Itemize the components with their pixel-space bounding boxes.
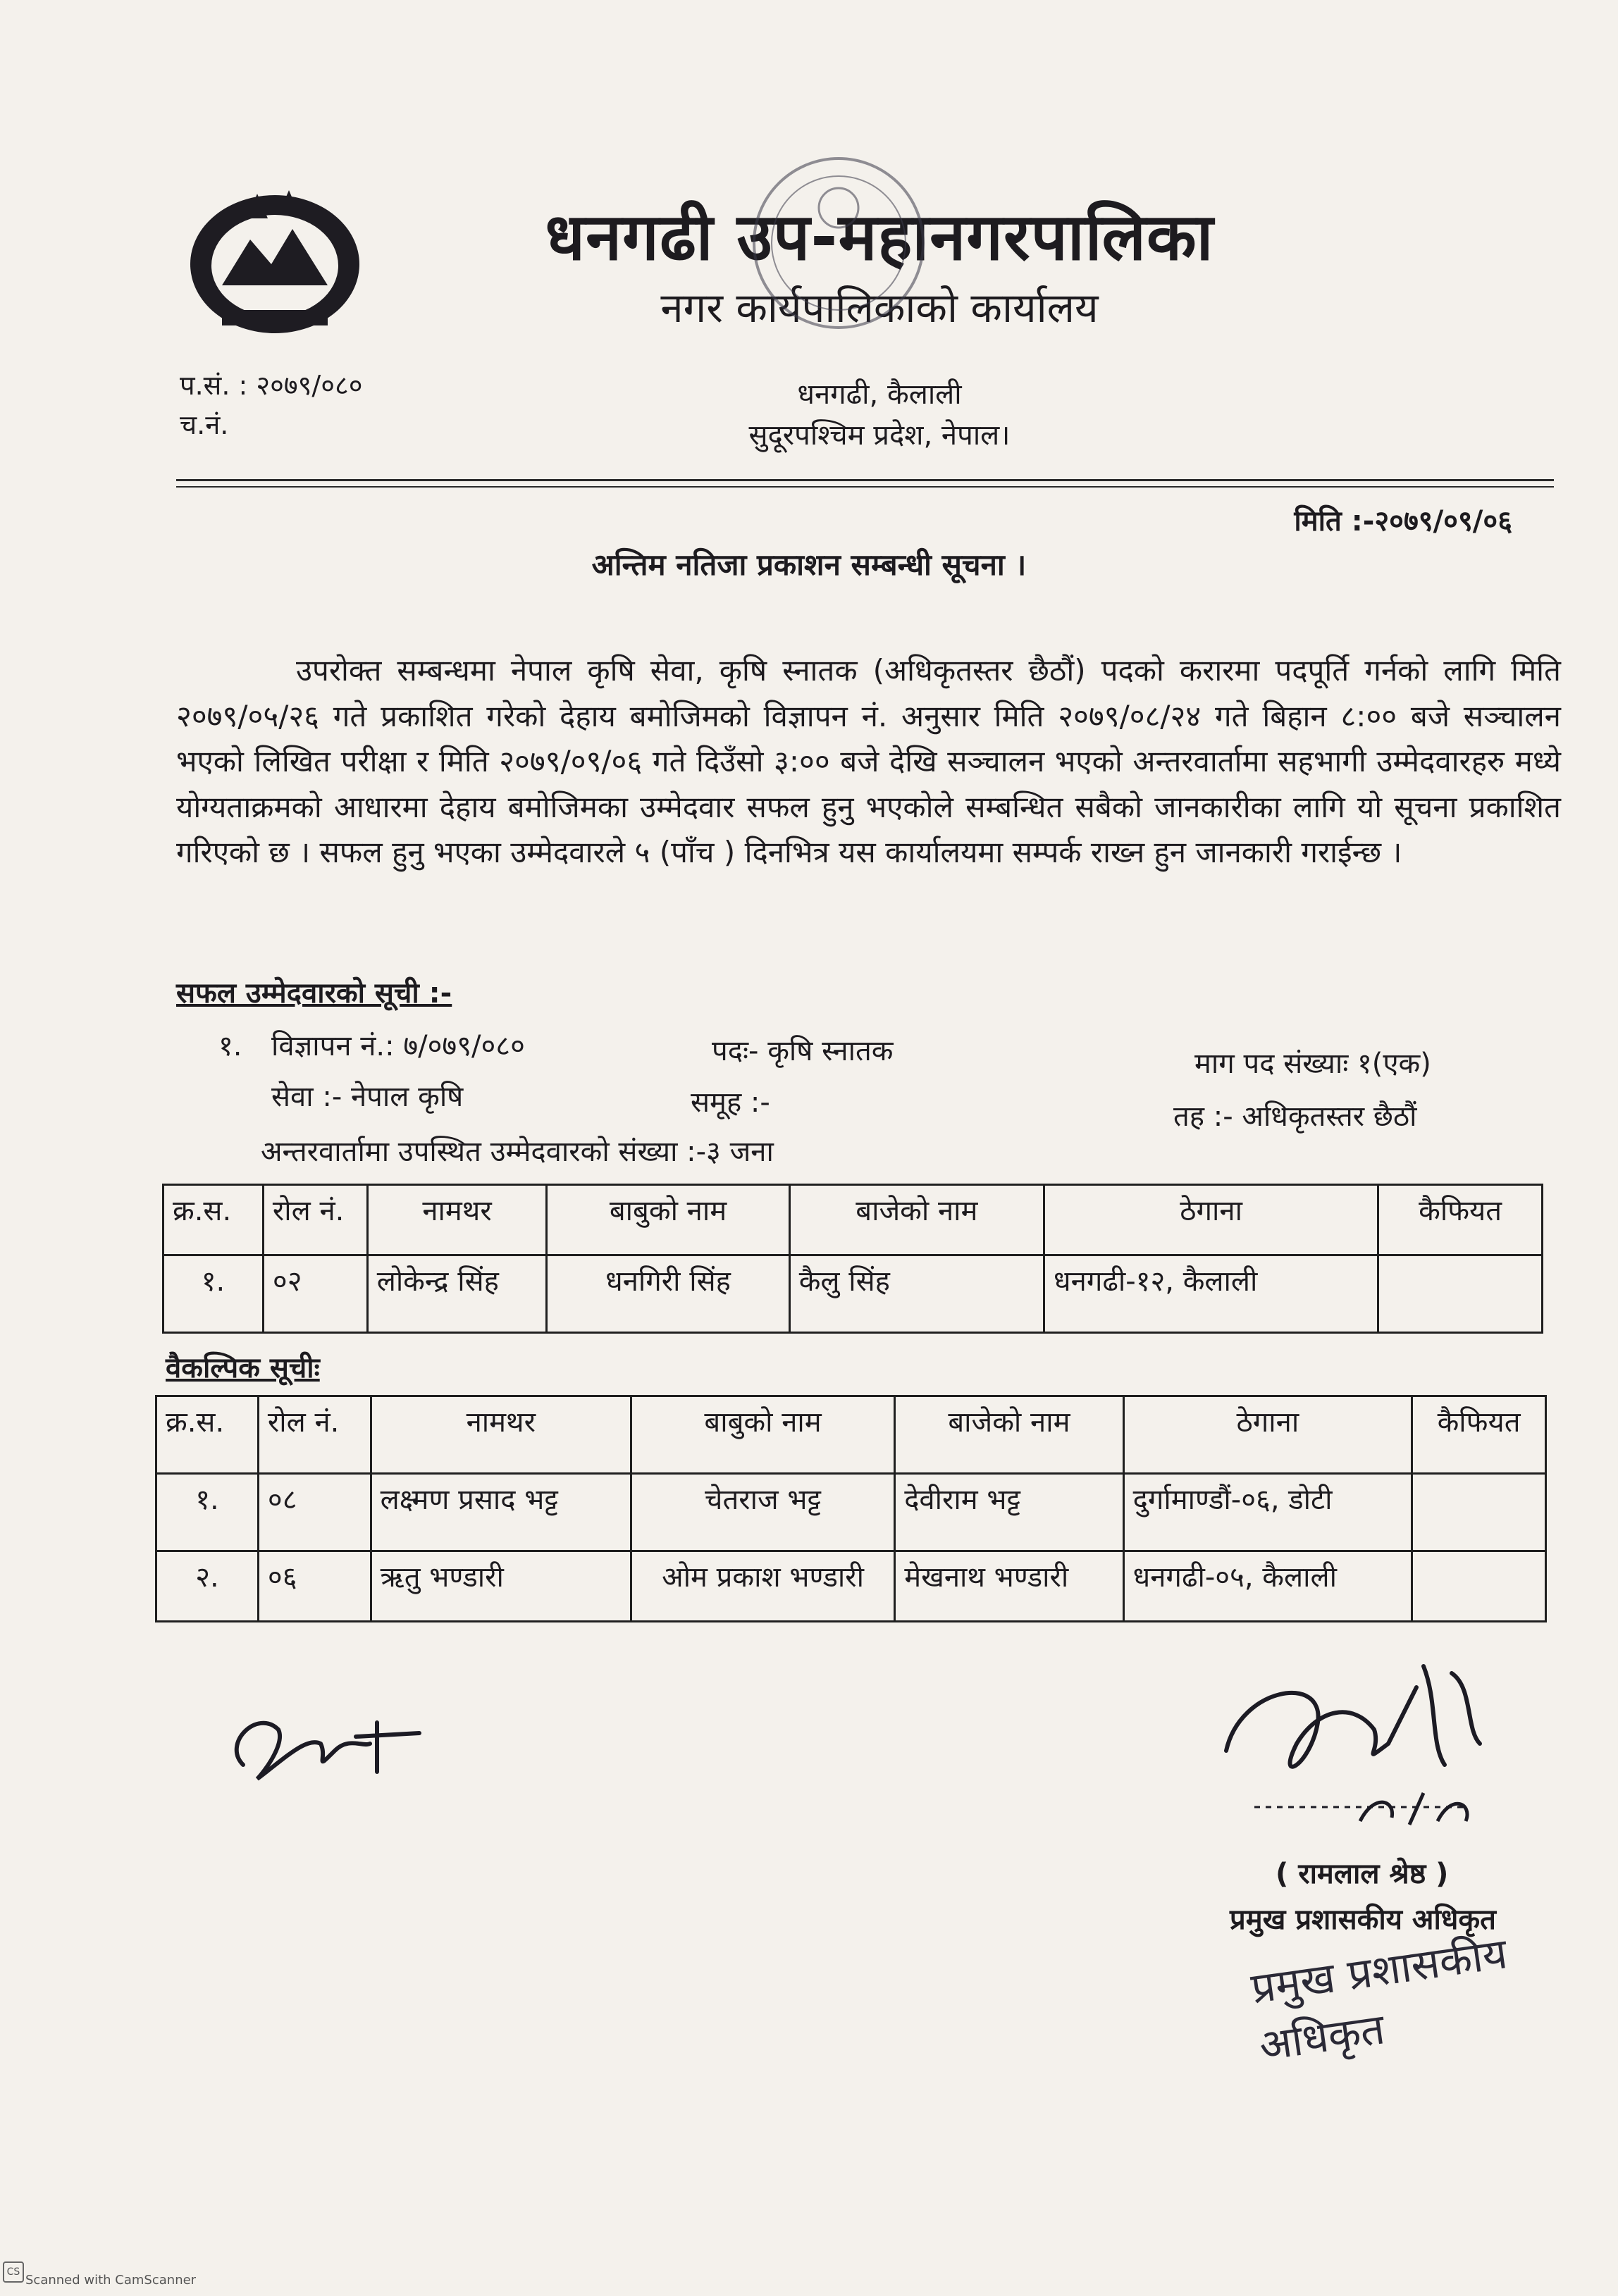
table-header-row (156, 1396, 1546, 1474)
notice-body-text: उपरोक्त सम्बन्धमा नेपाल कृषि सेवा, कृषि स्नातक (अधिकृतस्तर छैठौं) पदको करारमा पदपूर्ति गर्नको लागि मिति २०७९/०५/२६ गते प्रकाशित गरेको देहाय बमोजिमको विज्ञापन नं. अनुसार मिति २०७९/०८/२४ गते बिहान ८:०० बजे सञ्चालन भएको लिखित परीक्षा र मिति २०७९/०९/०६ गते दिउँसो ३:०० बजे देखि सञ्चालन भएको अन्तरवार्तामा सहभागी उम्मेदवारहरु मध्ये योग्यताक्रमको आधारमा देहाय बमोजिमका उम्मेदवार सफल हुनु भएकोले सम्बन्धित सबैको जानकारीका लागि यो सूचना प्रकाशित गरिएको छ । सफल हुनु भएका उम्मेदवारले ५ (पाँच ) दिनभित्र यस कार्यालयमा सम्पर्क राख्न हुन जानकारी गराईन्छ । (176, 653, 1561, 869)
column-header: क्र.स. (156, 1396, 259, 1474)
demand-count: माग पद संख्याः १(एक) (1194, 1048, 1431, 1080)
alternate-list-heading: वैकल्पिक सूचीः (166, 1352, 320, 1384)
father-name-cell: धनगिरी सिंह (547, 1255, 789, 1333)
table-header-row (163, 1185, 1543, 1255)
notice-heading: अन्तिम नतिजा प्रकाशन सम्बन्धी सूचना । (591, 547, 1027, 582)
name-cell: लोकेन्द्र सिंह (367, 1255, 547, 1333)
name-cell: ऋतु भण्डारी (371, 1551, 631, 1622)
serial-cell: २. (156, 1551, 259, 1622)
father-name-cell: चेतराज भट्ट (631, 1474, 894, 1551)
post-name: पदः- कृषि स्नातक (712, 1035, 894, 1067)
designation-stamp: प्रमुख प्रशासकीय अधिकृत (1248, 1929, 1511, 2071)
address-cell: दुर्गामाण्डौं-०६, डोटी (1123, 1474, 1412, 1551)
table-row (163, 1255, 1543, 1333)
grandfather-name-cell: देवीराम भट्ट (895, 1474, 1123, 1551)
signature-right (1212, 1645, 1494, 1856)
interview-present-count: अन्तरवार्तामा उपस्थित उम्मेदवारको संख्या :-३ जना (261, 1136, 774, 1168)
roll-cell: ०८ (258, 1474, 371, 1551)
office-title: धनगढी उप-महानगरपालिका (545, 199, 1214, 275)
column-header: बाजेको नाम (895, 1396, 1123, 1474)
advertisement-number: विज्ञापन नं.: ७/०७९/०८० (271, 1030, 525, 1062)
grandfather-name-cell: मेखनाथ भण्डारी (895, 1551, 1123, 1622)
service-name: सेवा :- नेपाल कृषि (271, 1081, 464, 1113)
serial-cell: १. (156, 1474, 259, 1551)
camscanner-logo-icon: CS (3, 2261, 24, 2283)
column-header: कैफियत (1378, 1185, 1543, 1255)
column-header: बाबुको नाम (547, 1185, 789, 1255)
serial-cell: १. (163, 1255, 264, 1333)
column-header: नामथर (371, 1396, 631, 1474)
table-row (156, 1551, 1546, 1622)
remarks-cell (1412, 1474, 1546, 1551)
column-header: ठेगाना (1044, 1185, 1378, 1255)
signatory-designation: प्रमुख प्रशासकीय अधिकृत (1230, 1904, 1496, 1936)
address-cell: धनगढी-१२, कैलाली (1044, 1255, 1378, 1333)
column-header: रोल नं. (258, 1396, 371, 1474)
header-divider-2 (176, 486, 1554, 488)
office-stamp-icon (747, 137, 930, 363)
remarks-cell (1412, 1551, 1546, 1622)
address-line-1: धनगढी, कैलाली (797, 378, 962, 411)
post-serial: १. (218, 1030, 242, 1062)
father-name-cell: ओम प्रकाश भण्डारी (631, 1551, 894, 1622)
roll-cell: ०६ (258, 1551, 371, 1622)
column-header: रोल नं. (263, 1185, 367, 1255)
alternate-candidates-table (155, 1395, 1547, 1622)
column-header: बाजेको नाम (789, 1185, 1044, 1255)
grandfather-name-cell: कैलु सिंह (789, 1255, 1044, 1333)
level-name: तह :- अधिकृतस्तर छैठौं (1173, 1100, 1417, 1133)
header-divider (176, 479, 1554, 481)
office-subtitle: नगर कार्यपालिकाको कार्यालय (660, 284, 1099, 332)
column-header: क्र.स. (163, 1185, 264, 1255)
signature-left (215, 1680, 426, 1807)
notice-body (176, 648, 1561, 876)
name-cell: लक्ष्मण प्रसाद भट्ट (371, 1474, 631, 1551)
dispatch-number: च.नं. (180, 409, 229, 440)
address-line-2: सुदूरपश्चिम प्रदेश, नेपाल। (748, 419, 1011, 452)
successful-list-heading: सफल उम्मेदवारको सूची :- (176, 977, 452, 1010)
group-name: समूह :- (691, 1086, 770, 1119)
address-cell: धनगढी-०५, कैलाली (1123, 1551, 1412, 1622)
reference-number: प.सं. : २०७९/०८० (180, 370, 363, 401)
column-header: ठेगाना (1123, 1396, 1412, 1474)
successful-candidates-table (162, 1184, 1543, 1334)
column-header: बाबुको नाम (631, 1396, 894, 1474)
column-header: नामथर (367, 1185, 547, 1255)
notice-date: मिति :-२०७९/०९/०६ (1294, 505, 1512, 538)
column-header: कैफियत (1412, 1396, 1546, 1474)
signatory-name: ( रामलाल श्रेष्ठ ) (1276, 1858, 1449, 1890)
roll-cell: ०२ (263, 1255, 367, 1333)
table-row (156, 1474, 1546, 1551)
scanner-watermark: Scanned with CamScanner (25, 2273, 197, 2288)
remarks-cell (1378, 1255, 1543, 1333)
